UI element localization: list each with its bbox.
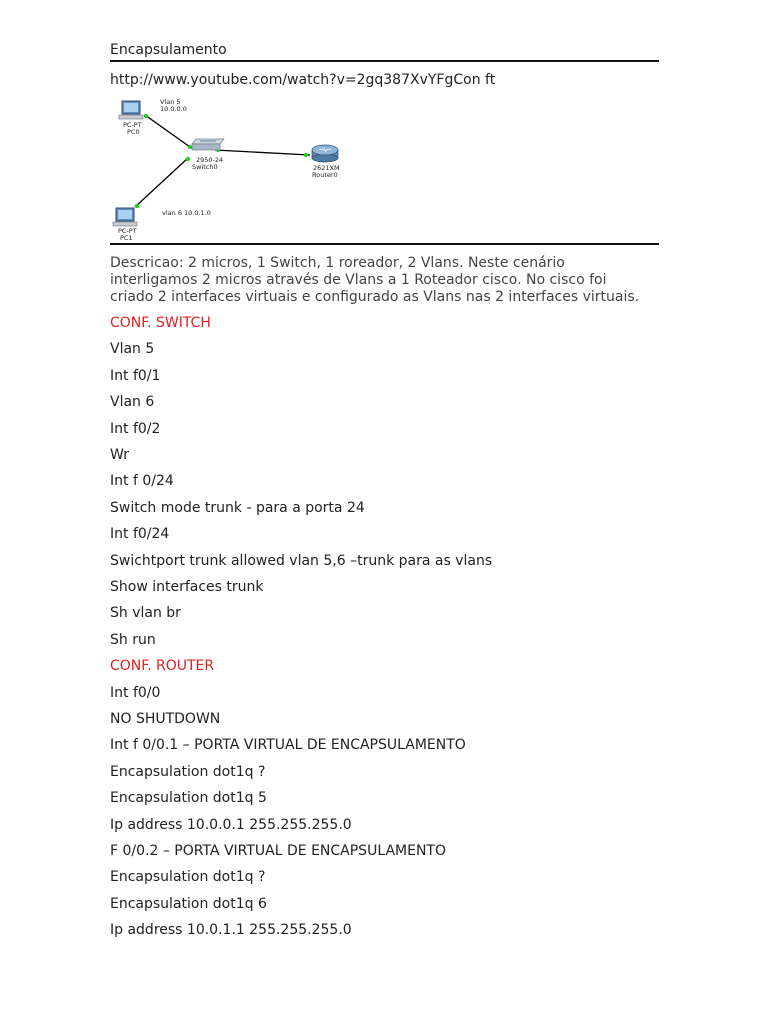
command-line: Sh vlan br bbox=[110, 605, 181, 621]
command-line: Encapsulation dot1q 5 bbox=[110, 790, 267, 806]
command-line: Int f 0/24 bbox=[110, 473, 174, 489]
router-name-label: Router0 bbox=[312, 171, 338, 179]
command-line: Swichtport trunk allowed vlan 5,6 –trunk para as vlans bbox=[110, 553, 493, 569]
section-heading: CONF. ROUTER bbox=[110, 658, 215, 674]
diagram-divider bbox=[110, 243, 659, 245]
link-switch-router bbox=[215, 150, 310, 155]
pc0-network-label: 10.0.0.0 bbox=[160, 105, 187, 113]
command-line: Vlan 6 bbox=[110, 394, 155, 410]
command-line: Ip address 10.0.0.1 255.255.255.0 bbox=[110, 817, 352, 833]
title-divider bbox=[110, 60, 659, 62]
command-line: Ip address 10.0.1.1 255.255.255.0 bbox=[110, 922, 352, 938]
port-indicator bbox=[144, 114, 148, 118]
command-line: Int f 0/0.1 – PORTA VIRTUAL DE ENCAPSULAMENTO bbox=[110, 737, 466, 753]
link-switch-pc1 bbox=[135, 158, 188, 207]
command-line: Int f0/0 bbox=[110, 685, 161, 701]
section-heading: CONF. SWITCH bbox=[110, 315, 211, 331]
pc0-vlan-label: Vlan 5 bbox=[160, 98, 181, 106]
command-line: Vlan 5 bbox=[110, 341, 155, 357]
description-line: criado 2 interfaces virtuais e configurado as Vlans nas 2 interfaces virtuais. bbox=[110, 289, 640, 305]
command-line: Int f0/2 bbox=[110, 421, 161, 437]
port-indicator bbox=[135, 204, 139, 208]
page-title: Encapsulamento bbox=[110, 42, 227, 58]
router-icon bbox=[312, 145, 338, 162]
switch-name-label: Switch0 bbox=[192, 163, 218, 171]
description-line: interligamos 2 micros através de Vlans a 1 Roteador cisco. No cisco foi bbox=[110, 272, 607, 288]
pc1-name-label: PC1 bbox=[120, 234, 133, 242]
port-indicator bbox=[304, 153, 308, 157]
youtube-link[interactable]: http://www.youtube.com/watch?v=2gq387XvYFgCon ft bbox=[110, 72, 496, 88]
pc1-vlan-label: vlan 6 10.0.1.0 bbox=[162, 209, 211, 217]
pc0-name-label: PC0 bbox=[127, 128, 140, 136]
command-line: Switch mode trunk - para a porta 24 bbox=[110, 500, 365, 516]
pc0-icon bbox=[119, 101, 143, 119]
command-line: F 0/0.2 – PORTA VIRTUAL DE ENCAPSULAMENTO bbox=[110, 843, 446, 859]
command-line: NO SHUTDOWN bbox=[110, 711, 221, 727]
port-indicator bbox=[186, 157, 190, 161]
command-line: Encapsulation dot1q 6 bbox=[110, 896, 267, 912]
network-topology-diagram bbox=[110, 92, 350, 242]
command-line: Int f0/1 bbox=[110, 368, 161, 384]
command-line: Show interfaces trunk bbox=[110, 579, 264, 595]
command-line: Encapsulation dot1q ? bbox=[110, 869, 266, 885]
command-line: Sh run bbox=[110, 632, 156, 648]
command-line: Int f0/24 bbox=[110, 526, 170, 542]
description-paragraph bbox=[110, 255, 670, 306]
pc1-type-label: PC-PT bbox=[118, 227, 137, 235]
switch-icon bbox=[192, 139, 224, 150]
switch-model-label: 2950-24 bbox=[196, 156, 224, 164]
command-line: Encapsulation dot1q ? bbox=[110, 764, 266, 780]
link-pc0-switch bbox=[145, 115, 190, 147]
pc0-type-label: PC-PT bbox=[123, 121, 142, 129]
description-line: Descricao: 2 micros, 1 Switch, 1 roreador, 2 Vlans. Neste cenário bbox=[110, 255, 565, 271]
command-line: Wr bbox=[110, 447, 129, 463]
router-model-label: 2621XM bbox=[313, 164, 340, 172]
pc1-icon bbox=[113, 208, 137, 226]
port-indicator bbox=[188, 145, 192, 149]
